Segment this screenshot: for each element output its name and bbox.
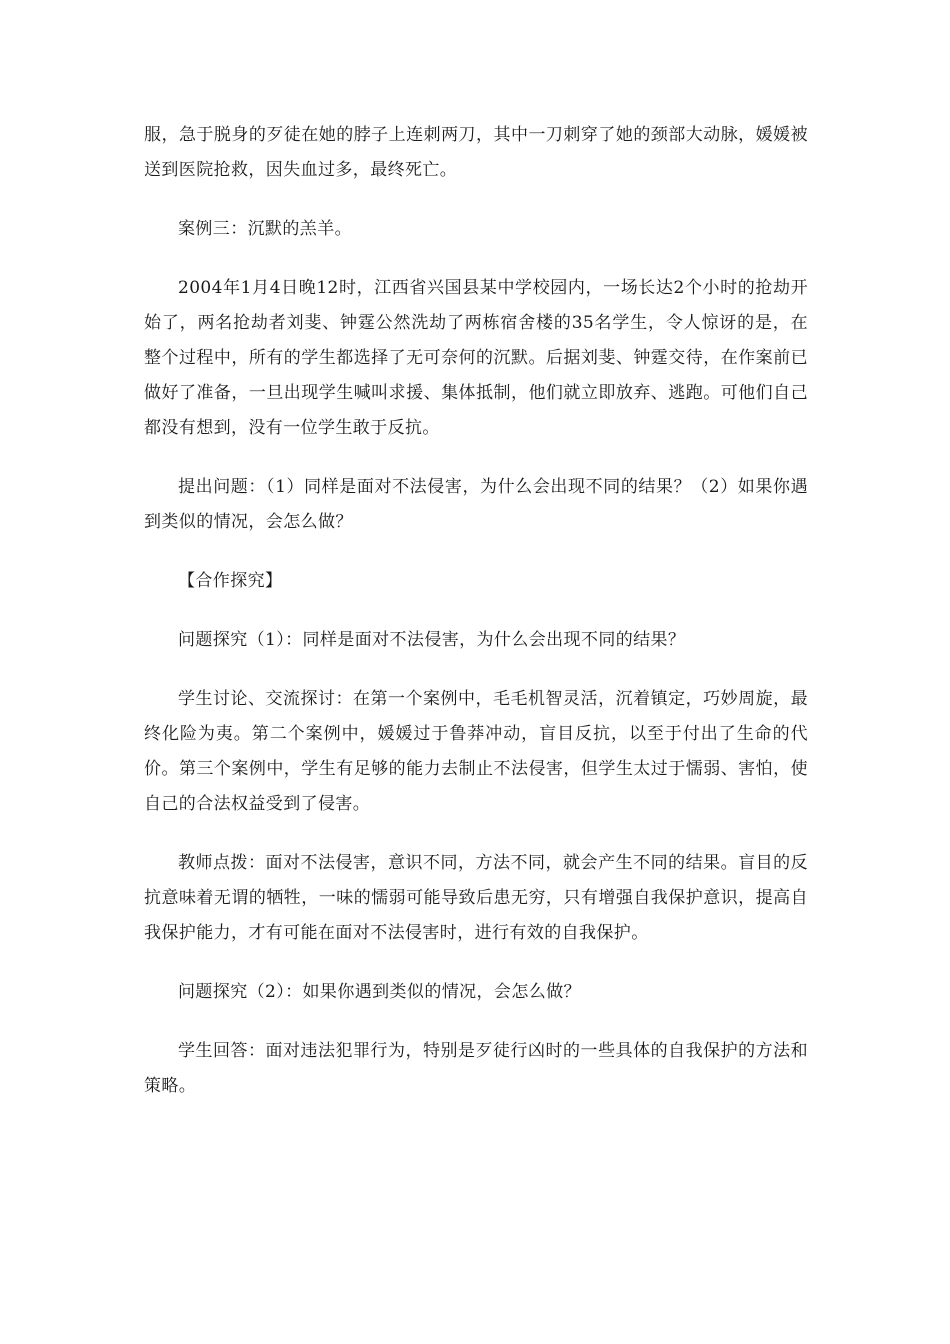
- paragraph-student-discussion: 学生讨论、交流探讨：在第一个案例中，毛毛机智灵活，沉着镇定，巧妙周旋，最终化险为夷。第二个案例中，媛媛过于鲁莽冲动，盲目反抗，以至于付出了生命的代价。第三个案例中，学生有足够的能力去制止不法侵害，但学生太过于懦弱、害怕，使自己的合法权益受到了侵害。: [144, 689, 808, 814]
- paragraph-case3-body: 2004年1月4日晚12时，江西省兴国县某中学校园内，一场长达2个小时的抢劫开始了，两名抢劫者刘斐、钟霆公然洗劫了两栋宿舍楼的35名学生，令人惊讶的是，在整个过程中，所有的学生都选择了无可奈何的沉默。后据刘斐、钟霆交待，在作案前已做好了准备，一旦出现学生喊叫求援、集体抵制，他们就立即放弃、逃跑。可他们自己都没有想到，没有一位学生敢于反抗。: [144, 278, 808, 438]
- paragraph-inquiry-1: 问题探究（1）：同样是面对不法侵害，为什么会出现不同的结果？: [178, 630, 686, 650]
- paragraph-inquiry-2: 问题探究（2）：如果你遇到类似的情况，会怎么做？: [178, 982, 581, 1002]
- paragraph-teacher-guidance: 教师点拨：面对不法侵害，意识不同，方法不同，就会产生不同的结果。盲目的反抗意味着无谓的牺牲，一味的懦弱可能导致后患无穷，只有增强自我保护意识，提高自我保护能力，才有可能在面对不法侵害时，进行有效的自我保护。: [144, 853, 808, 943]
- section-heading-cooperative-inquiry: 【合作探究】: [178, 571, 283, 591]
- document-page: [144, 118, 808, 1128]
- paragraph-case2-ending: 服，急于脱身的歹徒在她的脖子上连刺两刀，其中一刀刺穿了她的颈部大动脉，媛媛被送到医院抢救，因失血过多，最终死亡。: [144, 125, 808, 180]
- paragraph-case3-title: 案例三：沉默的羔羊。: [178, 219, 352, 239]
- paragraph-questions: 提出问题：（1）同样是面对不法侵害，为什么会出现不同的结果？（2）如果你遇到类似的情况，会怎么做？: [144, 477, 808, 532]
- paragraph-student-answer: 学生回答：面对违法犯罪行为，特别是歹徒行凶时的一些具体的自我保护的方法和策略。: [144, 1041, 808, 1096]
